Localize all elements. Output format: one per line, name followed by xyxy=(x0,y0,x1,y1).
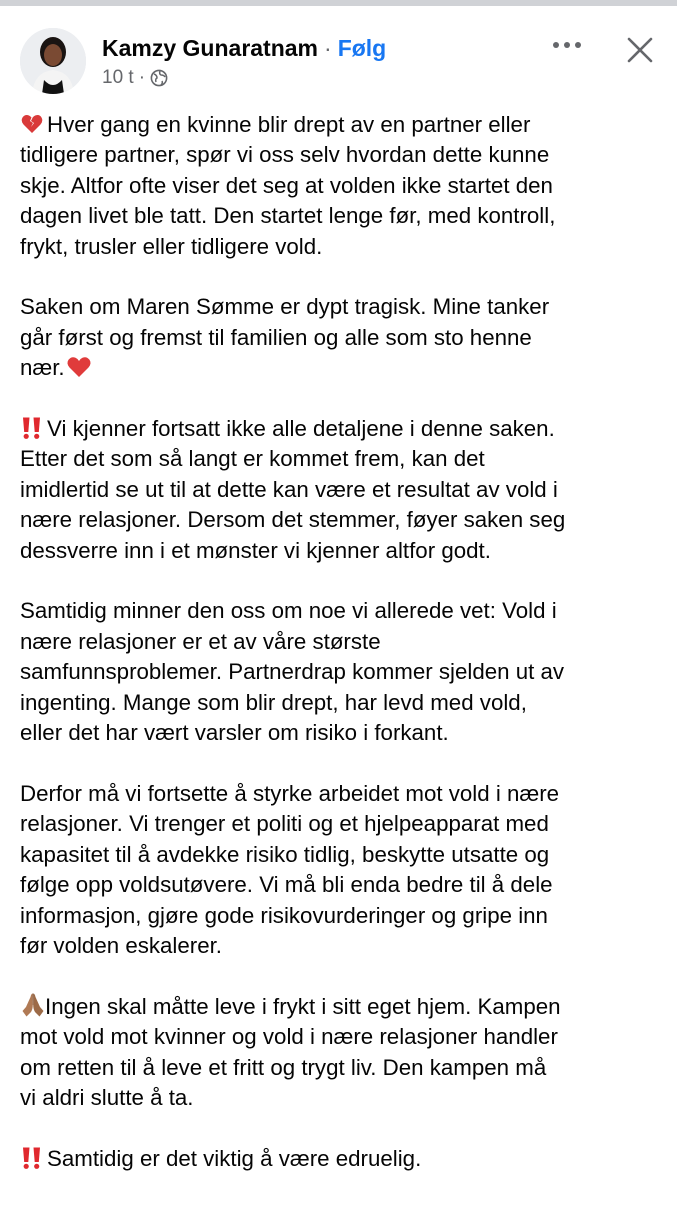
text-line-content: Samtidig er det viktig å være edruelig. xyxy=(47,1145,422,1171)
paragraph-3 xyxy=(20,414,665,566)
text-line: Derfor må vi fortsette å styrke arbeidet mot vold i nære xyxy=(20,780,560,806)
globe-icon xyxy=(150,69,168,87)
text-line: samfunnsproblemer. Partnerdrap kommer sjelden ut av xyxy=(20,659,565,685)
text-line: nære relasjoner. Dersom det stemmer, føyer saken seg xyxy=(20,507,566,533)
follow-button[interactable]: Følg xyxy=(337,35,387,61)
text-line: går først og fremst til familien og alle som sto henne xyxy=(20,324,532,350)
post-time[interactable]: 10 t xyxy=(102,67,134,88)
name-row xyxy=(102,34,386,62)
text-line: imidlertid se ut til at dette kan være et resultat av vold i xyxy=(20,476,558,502)
text-line: Samtidig minner den oss om noe vi allerede vet: Vold i xyxy=(20,598,557,624)
text-line: eller det har vært varsler om risiko i forkant. xyxy=(20,720,449,746)
post-header xyxy=(0,6,677,106)
close-icon[interactable] xyxy=(626,36,654,64)
paragraph-2 xyxy=(20,292,665,383)
text-line xyxy=(20,1144,665,1174)
text-line xyxy=(20,992,665,1022)
post-body xyxy=(20,110,665,1205)
post-meta xyxy=(102,66,168,90)
text-line xyxy=(20,110,665,140)
broken-heart-icon xyxy=(20,112,44,136)
text-line: Etter det som så langt er kommet frem, kan det xyxy=(20,446,485,472)
text-line: skje. Altfor ofte viser det seg at volden ikke startet den xyxy=(20,172,553,198)
text-line: dagen livet ble tatt. Den startet lenge før, med kontroll, xyxy=(20,203,556,229)
text-line: informasjon, gjøre gode risikovurderinger og gripe inn xyxy=(20,902,548,928)
avatar[interactable] xyxy=(20,28,86,94)
paragraph-6 xyxy=(20,992,665,1114)
paragraph-7 xyxy=(20,1144,665,1174)
text-line: frykt, trusler eller tidligere vold. xyxy=(20,233,323,259)
double-exclamation-icon xyxy=(20,1146,44,1170)
paragraph-4 xyxy=(20,596,665,748)
text-line-content: Vi kjenner fortsatt ikke alle detaljene i denne saken. xyxy=(47,416,555,442)
folded-hands-icon xyxy=(20,992,44,1016)
text-line: kapasitet til å avdekke risiko tidlig, beskytte utsatte og xyxy=(20,841,550,867)
name-separator: · xyxy=(324,35,332,61)
text-line: tidligere partner, spør vi oss selv hvordan dette kunne xyxy=(20,142,550,168)
text-line-content: Ingen skal måtte leve i frykt i sitt eget hjem. Kampen xyxy=(45,993,561,1019)
text-line-content: Hver gang en kvinne blir drept av en partner eller xyxy=(47,112,531,137)
meta-separator: · xyxy=(138,67,146,88)
paragraph-5 xyxy=(20,779,665,961)
text-line xyxy=(20,353,665,383)
text-line: relasjoner. Vi trenger et politi og et hjelpeapparat med xyxy=(20,811,549,837)
text-line: følge opp voldsutøvere. Vi må bli enda bedre til å dele xyxy=(20,872,553,898)
more-horizontal-icon[interactable] xyxy=(550,34,584,56)
text-line: nære relasjoner er et av våre største xyxy=(20,628,381,654)
paragraph-1 xyxy=(20,110,665,262)
text-line: dessverre inn i et mønster vi kjenner altfor godt. xyxy=(20,537,491,563)
text-line: vi aldri slutte å ta. xyxy=(20,1084,194,1110)
red-heart-icon xyxy=(66,355,90,379)
text-line-content: nær. xyxy=(20,355,65,381)
text-line xyxy=(20,414,665,444)
author-name[interactable]: Kamzy Gunaratnam xyxy=(102,35,319,61)
text-line: ingenting. Mange som blir drept, har levd med vold, xyxy=(20,689,527,715)
text-line: før volden eskalerer. xyxy=(20,932,223,958)
text-line: mot vold mot kvinner og vold i nære relasjoner handler xyxy=(20,1024,558,1050)
double-exclamation-icon xyxy=(20,416,44,440)
text-line: om retten til å leve et fritt og trygt liv. Den kampen må xyxy=(20,1054,547,1080)
text-line: Saken om Maren Sømme er dypt tragisk. Mine tanker xyxy=(20,294,550,320)
